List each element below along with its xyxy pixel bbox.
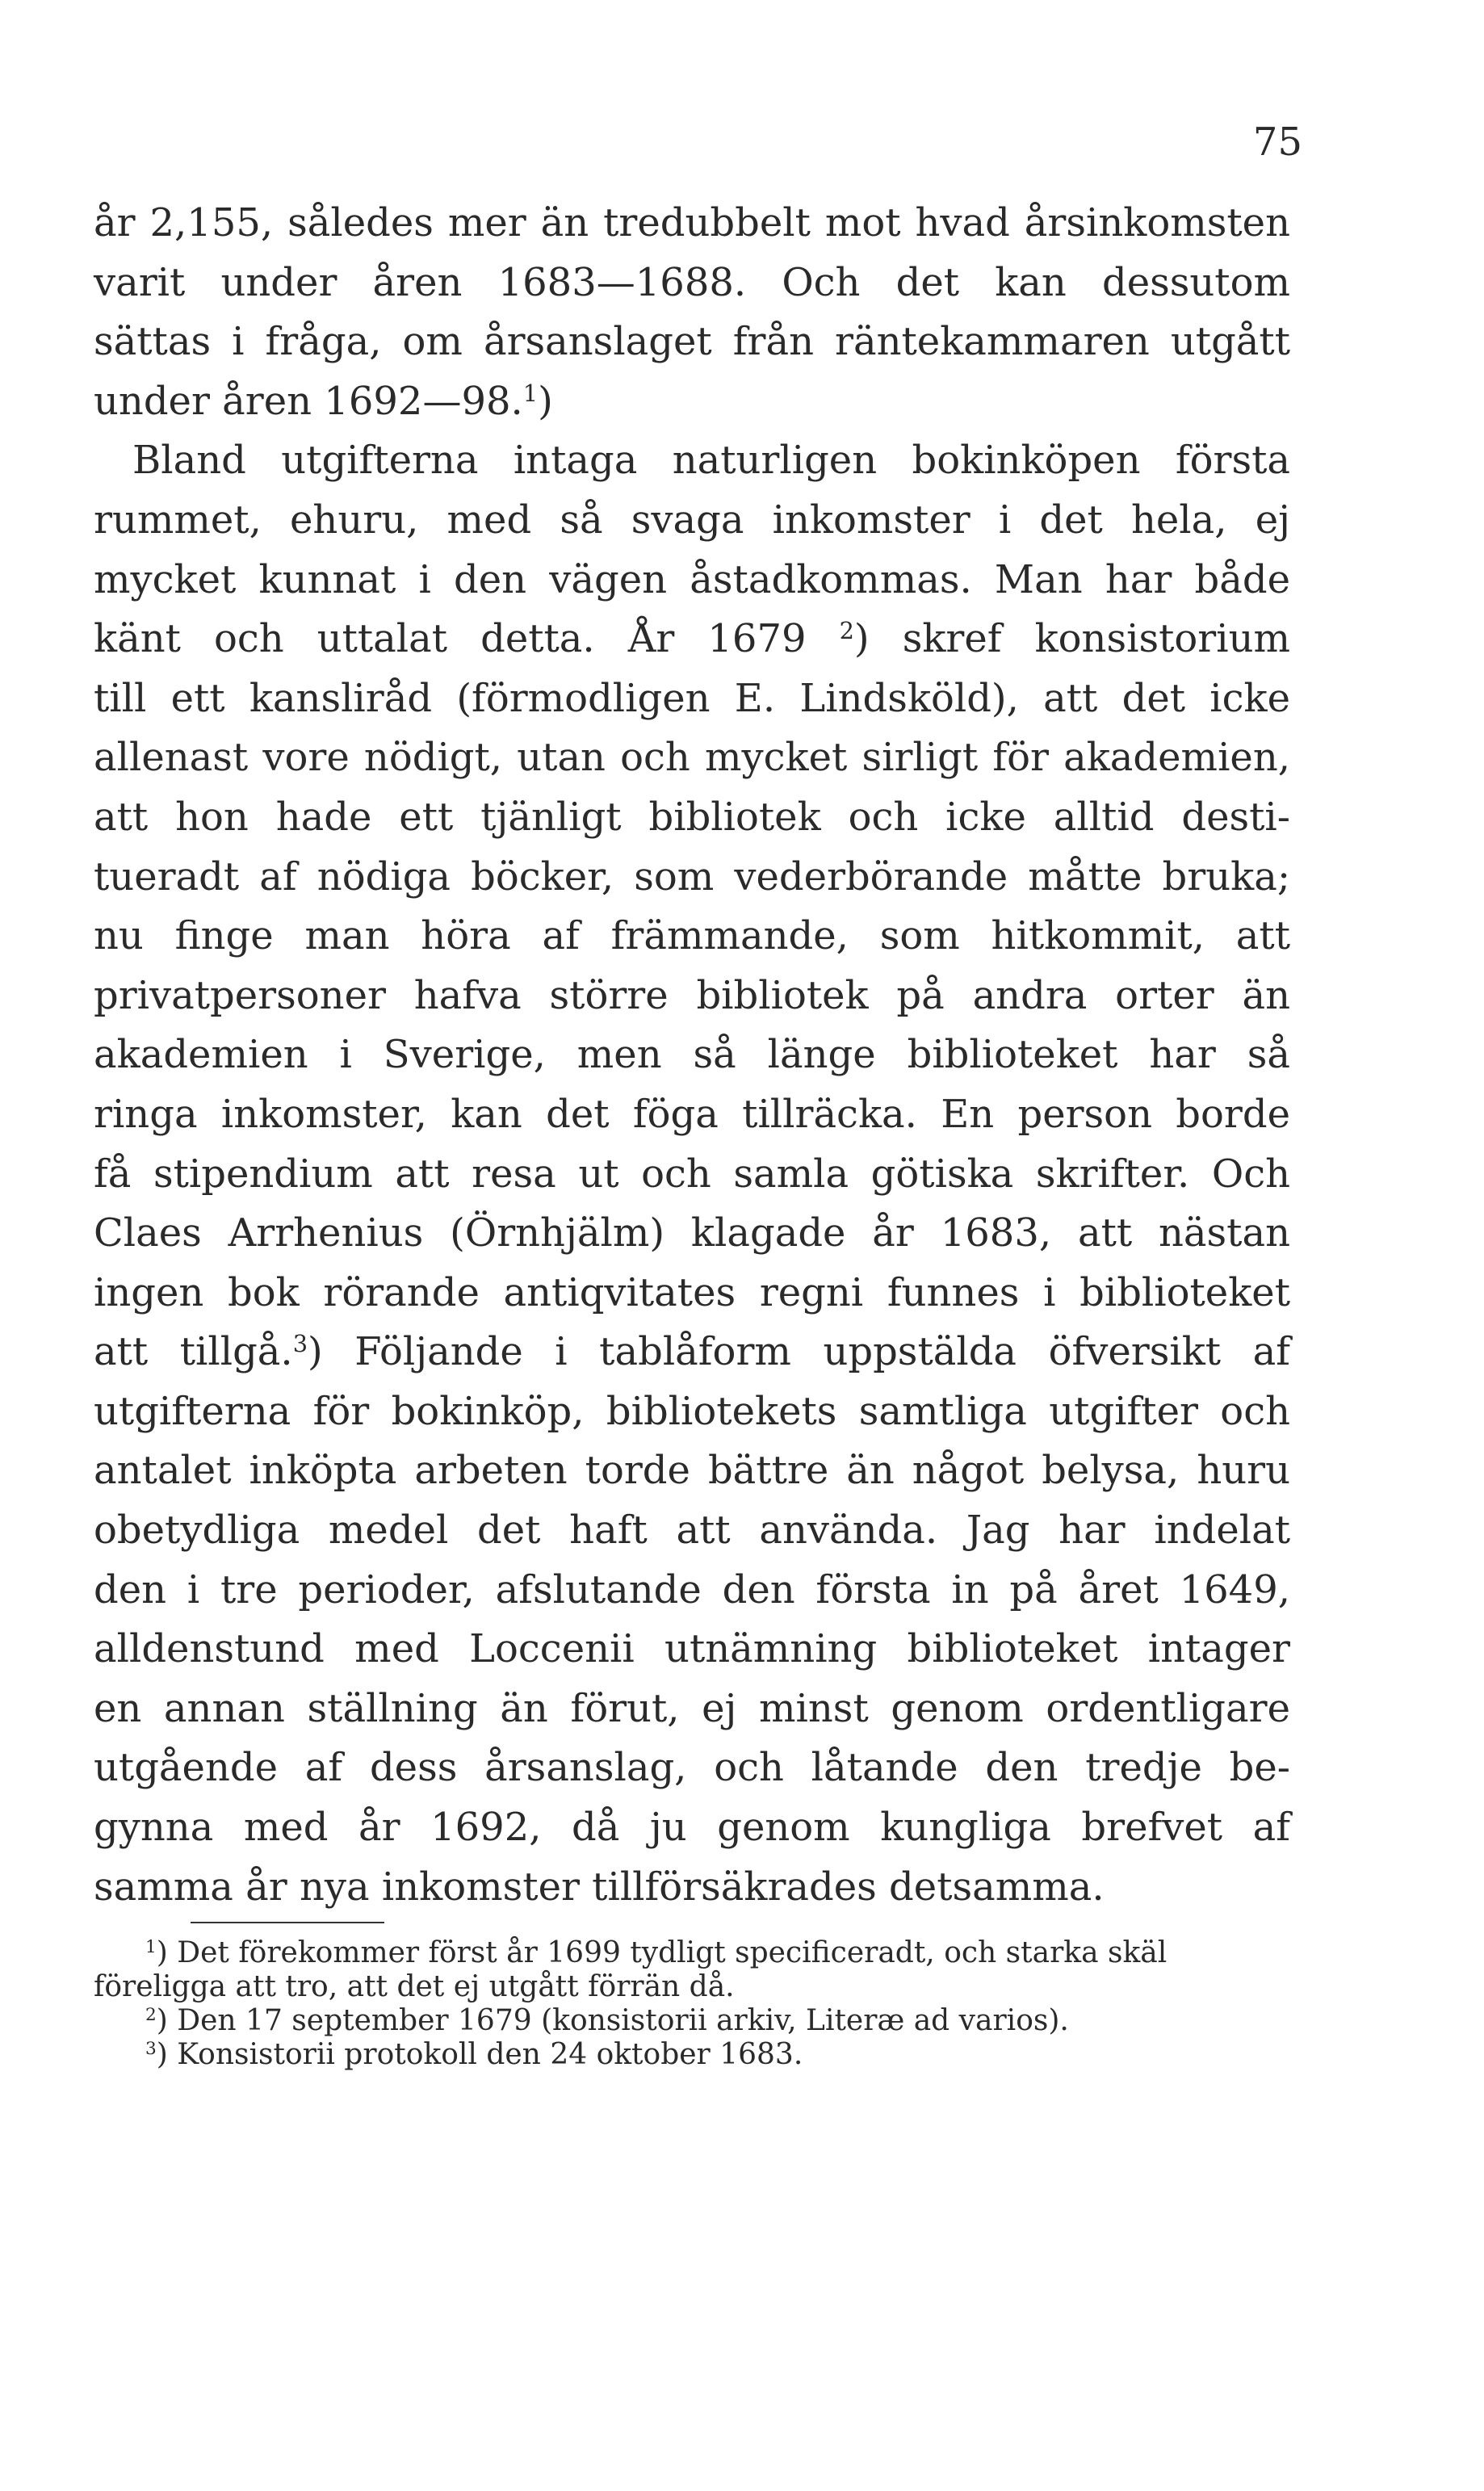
footnote-divider [191, 1922, 384, 1923]
text-line: allenast vore nödigt, utan och mycket sirligt för akademien, [94, 735, 1290, 781]
footnote-text: ) Den 17 september 1679 (konsistorii arkiv, Literæ ad varios). [156, 2004, 1069, 2037]
text-line: alldenstund med Loccenii utnämning biblioteket intager [94, 1626, 1290, 1672]
text-line: obetydliga medel det haft att använda. Jag har indelat [94, 1508, 1290, 1554]
text-line: ringa inkomster, kan det föga tillräcka. En person borde [94, 1091, 1290, 1137]
text-line: akademien i Sverige, men så länge biblioteket har så [94, 1032, 1290, 1078]
text-line [94, 372, 1290, 432]
footnote-ref: 2 [839, 617, 854, 645]
page-number: 75 [1252, 120, 1302, 165]
text-line: till ett kansliråd (förmodligen E. Lindsköld), att det icke [94, 675, 1290, 721]
footnote-3 [94, 2038, 1290, 2072]
footnote-1 [94, 1936, 1290, 1970]
text-line: gynna med år 1692, då ju genom kungliga brefvet af [94, 1805, 1290, 1851]
text-line: utgifterna för bokinköp, bibliotekets samtliga utgifter och [94, 1388, 1290, 1434]
text-line: den i tre perioder, afslutande den första in på året 1649, [94, 1566, 1290, 1612]
text-line: Claes Arrhenius (Örnhjälm) klagade år 1683, att nästan [94, 1210, 1290, 1256]
text-fragment: ) Följande i tablåform uppstälda öfversikt af [308, 1329, 1290, 1375]
text-line: rummet, ehuru, med så svaga inkomster i det hela, ej [94, 497, 1290, 543]
text-fragment: känt och uttalat detta. År 1679 [94, 616, 807, 662]
footnotes [94, 1936, 1290, 2072]
text-line: att hon hade ett tjänligt bibliotek och icke alltid desti- [94, 794, 1290, 840]
text-line: år 2,155, således mer än tredubbelt mot hvad årsinkomsten [94, 200, 1290, 245]
footnote-marker: 2 [145, 2005, 157, 2026]
footnote-ref: 3 [292, 1330, 308, 1358]
text-fragment: att tillgå. [94, 1329, 293, 1375]
text-line: nu finge man höra af främmande, som hitkommit, att [94, 913, 1290, 959]
footnote-1-continued: föreligga att tro, att det ej utgått förrän då. [94, 1970, 735, 2003]
text-line: utgående af dess årsanslag, och låtande den tredje be- [94, 1745, 1290, 1791]
footnote-marker: 1 [145, 1937, 157, 1958]
text-line: ingen bok rörande antiqvitates regni funnes i biblioteket [94, 1269, 1290, 1315]
text-line: sättas i fråga, om årsanslaget från räntekammaren utgått [94, 319, 1290, 365]
footnote-ref: 1 [522, 379, 539, 407]
text-line: tueradt af nödiga böcker, som vederbörande måtte bruka; [94, 853, 1290, 900]
text-line: privatpersoner hafva större bibliotek på andra orter än [94, 972, 1290, 1018]
text-line [94, 610, 1290, 669]
footnote-text: ) Konsistorii protokoll den 24 oktober 1683. [156, 2038, 803, 2071]
footnote-marker: 3 [145, 2039, 157, 2060]
text-line [94, 1323, 1290, 1382]
text-fragment: under åren 1692—98. [94, 378, 523, 424]
text-line: antalet inköpta arbeten torde bättre än något belysa, huru [94, 1448, 1290, 1494]
text-line: få stipendium att resa ut och samla götiska skrifter. Och [94, 1151, 1290, 1197]
body-text [94, 194, 1290, 1917]
footnote-text: ) Det förekommer först år 1699 tydligt specificeradt, och starka skäl [156, 1936, 1167, 1969]
footnote-2 [94, 2004, 1290, 2038]
text-line: samma år nya inkomster tillförsäkrades detsamma. [94, 1864, 1105, 1910]
text-line: Bland utgifterna intaga naturligen bokinköpen första [132, 438, 1290, 484]
text-line: mycket kunnat i den vägen åstadkommas. Man har både [94, 556, 1290, 602]
text-fragment: ) skref konsistorium [853, 616, 1290, 662]
text-line: en annan ställning än förut, ej minst genom ordentligare [94, 1685, 1290, 1731]
text-line: varit under åren 1683—1688. Och det kan dessutom [94, 259, 1290, 305]
text-fragment: ) [538, 378, 553, 424]
